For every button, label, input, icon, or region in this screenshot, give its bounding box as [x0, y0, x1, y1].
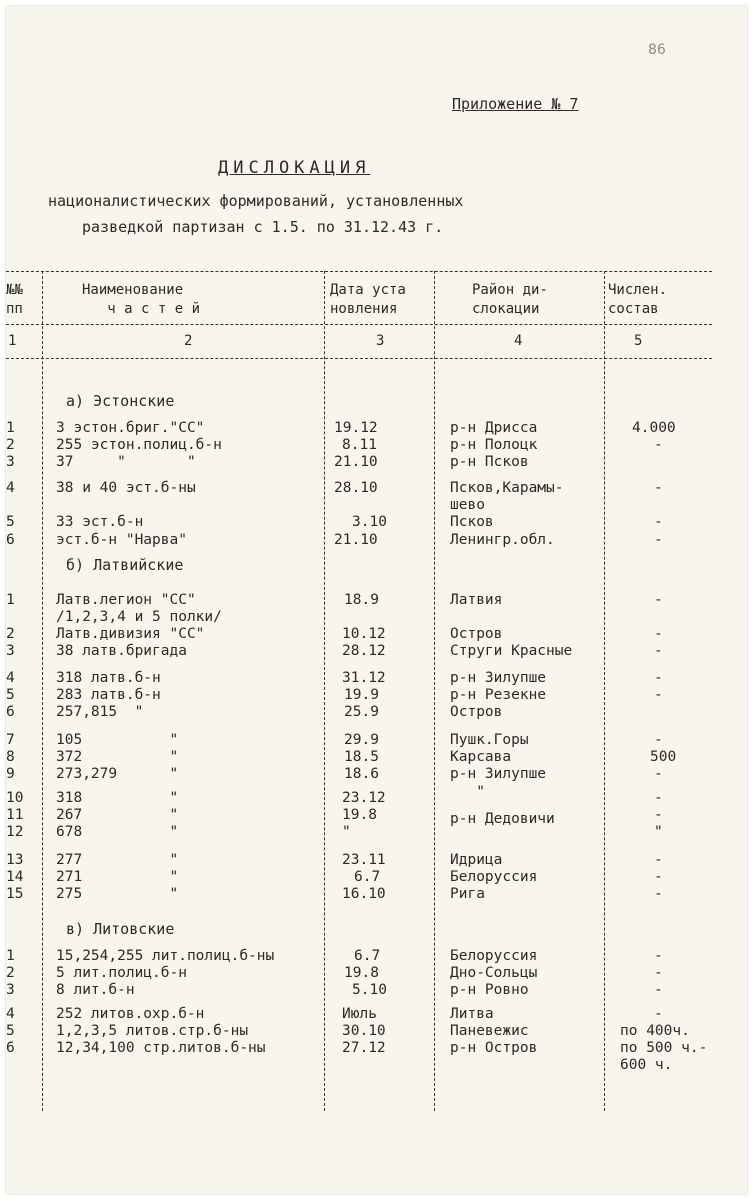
- date-established: 19.9: [344, 687, 379, 703]
- row-number: 2: [6, 626, 15, 642]
- date-established: 21.10: [334, 454, 378, 470]
- date-established: 18.9: [344, 592, 379, 608]
- subtitle-line-2: разведкой партизан с 1.5. по 31.12.43 г.: [82, 218, 444, 236]
- date-established: ": [342, 824, 351, 840]
- strength: -: [654, 592, 663, 608]
- strength: -: [654, 1006, 663, 1022]
- date-established: 23.12: [342, 790, 386, 806]
- unit-name: 372 ": [56, 749, 179, 765]
- deployment-area: Ленингр.обл.: [450, 532, 555, 548]
- row-number: 2: [6, 437, 15, 453]
- row-number: 5: [6, 514, 15, 530]
- date-established: 23.11: [342, 852, 386, 868]
- unit-name: 5 лит.полиц.б-н: [56, 965, 187, 981]
- unit-name: 277 ": [56, 852, 179, 868]
- row-number: 5: [6, 1023, 15, 1039]
- strength: -: [654, 514, 663, 530]
- strength: -: [654, 532, 663, 548]
- date-established: 30.10: [342, 1023, 386, 1039]
- date-established: 10.12: [342, 626, 386, 642]
- row-number: 15: [6, 886, 24, 902]
- strength: по 400ч.: [620, 1023, 690, 1039]
- deployment-area: р-н Псков: [450, 454, 529, 470]
- date-established: 16.10: [342, 886, 386, 902]
- deployment-area: ": [450, 784, 485, 800]
- row-number: 4: [6, 1006, 15, 1022]
- unit-name: 1,2,3,5 литов.стр.б-ны: [56, 1023, 249, 1039]
- row-number: 6: [6, 1040, 15, 1056]
- header-name: Наименование ч а с т е й: [82, 282, 201, 317]
- unit-name: 257,815 ": [56, 704, 144, 720]
- unit-name: 8 лит.б-н: [56, 982, 135, 998]
- deployment-area: Струги Красные: [450, 643, 573, 659]
- date-established: 25.9: [344, 704, 379, 720]
- row-number: 2: [6, 965, 15, 981]
- colnum-2: 2: [184, 333, 193, 349]
- deployment-area: р-н Остров: [450, 1040, 538, 1056]
- row-number: 7: [6, 732, 15, 748]
- deployment-area: Псков: [450, 514, 494, 530]
- document-title: ДИСЛОКАЦИЯ: [218, 158, 371, 178]
- strength: -: [654, 480, 663, 496]
- section-title-latvian: б) Латвийские: [66, 556, 184, 574]
- header-area: Район ди- слокации: [472, 282, 548, 317]
- unit-name: 271 ": [56, 869, 179, 885]
- deployment-area: Белоруссия: [450, 948, 538, 964]
- date-established: 28.12: [342, 643, 386, 659]
- date-established: 21.10: [334, 532, 378, 548]
- strength: 4.000: [632, 420, 676, 436]
- header-bottom-rule: [6, 324, 712, 325]
- header-date: Дата уста новления: [330, 282, 406, 317]
- date-established: 31.12: [342, 670, 386, 686]
- strength: -: [654, 643, 663, 659]
- appendix-label: Приложение № 7: [452, 95, 579, 113]
- unit-name: Латв.легион "СС" /1,2,3,4 и 5 полки/: [56, 592, 222, 625]
- row-number: 11: [6, 807, 24, 823]
- date-established: 19.8: [342, 807, 377, 823]
- row-number: 9: [6, 766, 15, 782]
- row-number: 1: [6, 420, 15, 436]
- column-divider-3: [434, 271, 435, 1111]
- header-number: №№ пп: [6, 282, 23, 317]
- unit-name: 275 ": [56, 886, 179, 902]
- strength: -: [654, 687, 663, 703]
- unit-name: 678 ": [56, 824, 179, 840]
- strength: ": [654, 824, 663, 840]
- deployment-area: Паневежис: [450, 1023, 529, 1039]
- unit-name: 3 эстон.бриг."СС": [56, 420, 205, 436]
- date-established: 8.11: [342, 437, 377, 453]
- column-divider-4: [604, 271, 605, 1111]
- strength: -: [654, 732, 663, 748]
- strength: -: [654, 670, 663, 686]
- header-strength: Числен. состав: [608, 282, 668, 317]
- document-page: [6, 6, 747, 1194]
- colnum-5: 5: [634, 333, 643, 349]
- date-established: 29.9: [344, 732, 379, 748]
- unit-name: 37 " ": [56, 454, 196, 470]
- deployment-area: Псков,Карамы- шево: [450, 480, 564, 513]
- deployment-area: р-н Дрисса: [450, 420, 538, 436]
- deployment-area: Латвия: [450, 592, 503, 608]
- row-number: 5: [6, 687, 15, 703]
- row-number: 4: [6, 670, 15, 686]
- deployment-area: р-н Полоцк: [450, 437, 538, 453]
- subtitle-line-1: националистических формирований, установленных: [48, 192, 464, 210]
- date-established: 6.7: [354, 948, 381, 964]
- colnum-4: 4: [514, 333, 523, 349]
- unit-name: 273,279 ": [56, 766, 179, 782]
- deployment-area: Идрица: [450, 852, 503, 868]
- strength: -: [654, 626, 663, 642]
- row-number: 10: [6, 790, 24, 806]
- unit-name: 318 ": [56, 790, 179, 806]
- row-number: 1: [6, 592, 15, 608]
- date-established: 6.7: [354, 869, 381, 885]
- row-number: 3: [6, 643, 15, 659]
- date-established: 18.6: [344, 766, 379, 782]
- deployment-area: Белоруссия: [450, 869, 538, 885]
- unit-name: 283 латв.б-н: [56, 687, 161, 703]
- date-established: 3.10: [352, 514, 387, 530]
- unit-name: 15,254,255 лит.полиц.б-ны: [56, 948, 275, 964]
- column-divider-2: [324, 271, 325, 1111]
- unit-name: 12,34,100 стр.литов.б-ны: [56, 1040, 266, 1056]
- unit-name: 267 ": [56, 807, 179, 823]
- row-number: 6: [6, 704, 15, 720]
- unit-name: 33 эст.б-н: [56, 514, 144, 530]
- table-top-rule: [6, 271, 712, 272]
- row-number: 1: [6, 948, 15, 964]
- strength: -: [654, 948, 663, 964]
- strength: -: [654, 437, 663, 453]
- section-title-lithuanian: в) Литовские: [66, 920, 175, 938]
- date-established: 27.12: [342, 1040, 386, 1056]
- date-established: 28.10: [334, 480, 378, 496]
- page-mark: 86: [648, 42, 666, 58]
- deployment-area: р-н Дедовичи: [450, 811, 555, 827]
- unit-name: 255 эстон.полиц.б-н: [56, 437, 222, 453]
- strength: -: [654, 869, 663, 885]
- deployment-area: Карсава: [450, 749, 512, 765]
- row-number: 6: [6, 532, 15, 548]
- unit-name: 38 латв.бригада: [56, 643, 187, 659]
- deployment-area: Рига: [450, 886, 485, 902]
- strength: 500: [650, 749, 677, 765]
- date-established: 5.10: [352, 982, 387, 998]
- colnum-bottom-rule: [6, 358, 712, 359]
- date-established: 19.12: [334, 420, 378, 436]
- colnum-1: 1: [8, 333, 17, 349]
- deployment-area: Пушк.Горы: [450, 732, 529, 748]
- row-number: 12: [6, 824, 24, 840]
- strength: -: [654, 790, 663, 806]
- strength: -: [654, 852, 663, 868]
- strength: по 500 ч.- 600 ч.: [620, 1040, 708, 1073]
- strength: -: [654, 982, 663, 998]
- section-title-estonian: а) Эстонские: [66, 392, 175, 410]
- row-number: 13: [6, 852, 24, 868]
- date-established: 19.8: [344, 965, 379, 981]
- deployment-area: р-н Ровно: [450, 982, 529, 998]
- row-number: 3: [6, 454, 15, 470]
- strength: -: [654, 807, 663, 823]
- row-number: 14: [6, 869, 24, 885]
- strength: -: [654, 886, 663, 902]
- deployment-area: р-н Резекне: [450, 687, 547, 703]
- unit-name: 38 и 40 эст.б-ны: [56, 480, 196, 496]
- unit-name: 105 ": [56, 732, 179, 748]
- unit-name: Латв.дивизия "СС": [56, 626, 205, 642]
- deployment-area: Остров: [450, 626, 503, 642]
- date-established: 18.5: [344, 749, 379, 765]
- deployment-area: р-н Зилупше: [450, 670, 547, 686]
- deployment-area: Дно-Сольцы: [450, 965, 538, 981]
- unit-name: 318 латв.б-н: [56, 670, 161, 686]
- colnum-3: 3: [376, 333, 385, 349]
- row-number: 8: [6, 749, 15, 765]
- strength: -: [654, 965, 663, 981]
- row-number: 4: [6, 480, 15, 496]
- date-established: Июль: [342, 1006, 377, 1022]
- column-divider-1: [42, 271, 43, 1111]
- row-number: 3: [6, 982, 15, 998]
- strength: -: [654, 766, 663, 782]
- unit-name: 252 литов.охр.б-н: [56, 1006, 205, 1022]
- unit-name: эст.б-н "Нарва": [56, 532, 187, 548]
- deployment-area: Остров: [450, 704, 503, 720]
- deployment-area: р-н Зилупше: [450, 766, 547, 782]
- deployment-area: Литва: [450, 1006, 494, 1022]
